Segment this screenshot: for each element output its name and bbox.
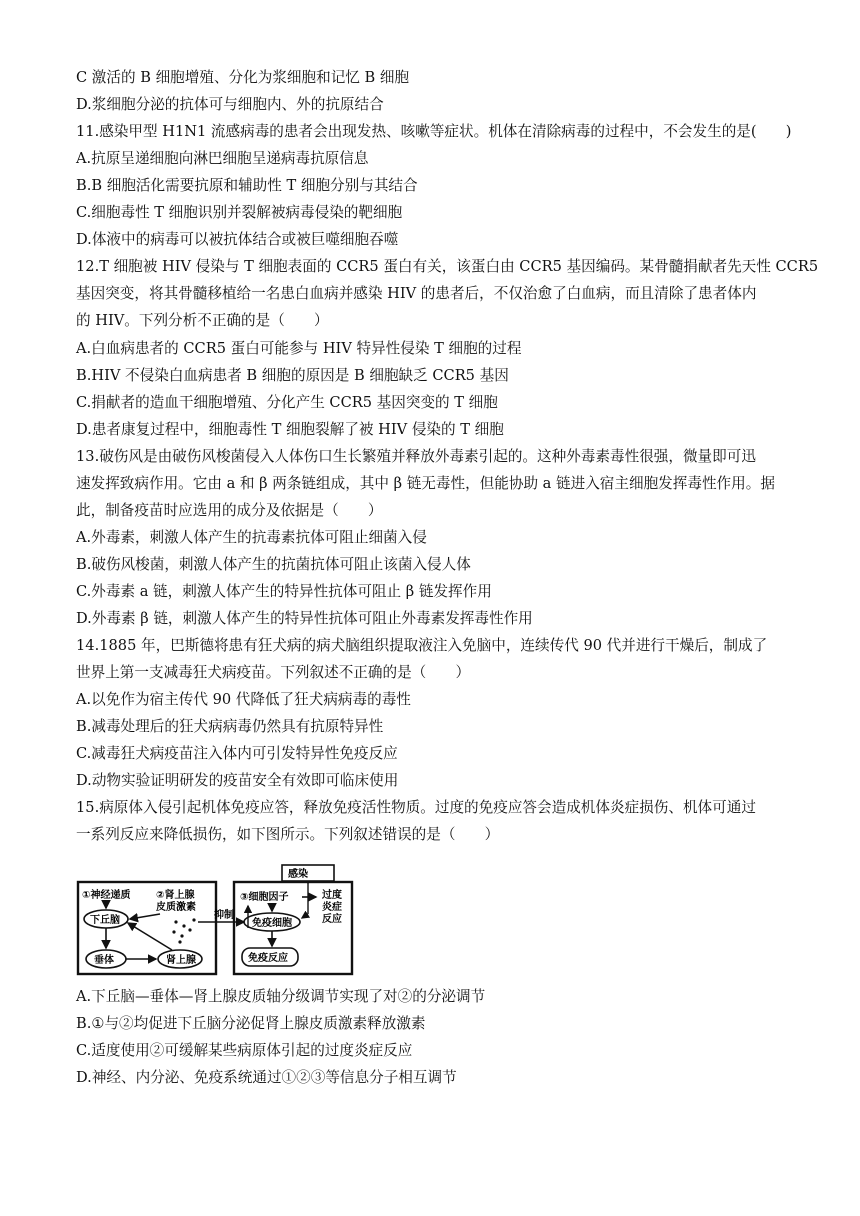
cortisol-label-2: 皮质激素 bbox=[156, 902, 196, 913]
neurotransmitter-label: ①神经递质 bbox=[82, 890, 131, 901]
adrenal-label: 肾上腺 bbox=[166, 955, 196, 966]
option-13a: A.外毒素，刺激人体产生的抗毒素抗体可阻止细菌入侵 bbox=[76, 529, 427, 546]
question-13-stem-3: 此，制备疫苗时应选用的成分及依据是（ ） bbox=[76, 502, 383, 519]
question-11-stem: 11.感染甲型 H1N1 流感病毒的患者会出现发热、咳嗽等症状。机体在清除病毒的过程中，不会发生的是( ) bbox=[76, 123, 792, 140]
option-10d: D.浆细胞分泌的抗体可与细胞内、外的抗原结合 bbox=[76, 96, 384, 113]
question-13-stem-2: 速发挥致病作用。它由 a 和 β 两条链组成，其中 β 链无毒性，但能协助 a 链进入宿主细胞发挥毒性作用。据 bbox=[76, 475, 775, 492]
inflammation-label-2: 炎症 bbox=[322, 902, 342, 913]
option-10c: C 激活的 B 细胞增殖、分化为浆细胞和记忆 B 细胞 bbox=[76, 69, 410, 86]
option-15d: D.神经、内分泌、免疫系统通过①②③等信息分子相互调节 bbox=[76, 1069, 457, 1086]
option-13c: C.外毒素 a 链，刺激人体产生的特异性抗体可阻止 β 链发挥作用 bbox=[76, 583, 492, 600]
immune-response-label: 免疫反应 bbox=[248, 953, 288, 964]
option-11d: D.体液中的病毒可以被抗体结合或被巨噬细胞吞噬 bbox=[76, 231, 399, 248]
option-14c: C.减毒狂犬病疫苗注入体内可引发特异性免疫反应 bbox=[76, 745, 398, 762]
immune-cell-label: 免疫细胞 bbox=[252, 918, 292, 929]
question-12-stem-3: 的 HIV。下列分析不正确的是（ ） bbox=[76, 312, 329, 329]
option-14b: B.减毒处理后的狂犬病病毒仍然具有抗原特异性 bbox=[76, 718, 384, 735]
option-15c: C.适度使用②可缓解某些病原体引起的过度炎症反应 bbox=[76, 1042, 413, 1059]
option-12b: B.HIV 不侵染白血病患者 B 细胞的原因是 B 细胞缺乏 CCR5 基因 bbox=[76, 367, 509, 384]
question-15-stem-1: 15.病原体入侵引起机体免疫应答，释放免疫活性物质。过度的免疫应答会造成机体炎症损伤、机体可通过 bbox=[76, 799, 756, 816]
option-14a: A.以免作为宿主传代 90 代降低了狂犬病病毒的毒性 bbox=[76, 691, 411, 708]
hormone-dots bbox=[172, 918, 195, 943]
option-12d: D.患者康复过程中，细胞毒性 T 细胞裂解了被 HIV 侵染的 T 细胞 bbox=[76, 421, 504, 438]
hypothalamus-label: 下丘脑 bbox=[90, 915, 120, 926]
question-12-stem-1: 12.T 细胞被 HIV 侵染与 T 细胞表面的 CCR5 蛋白有关，该蛋白由 CCR5 基因编码。某骨髓捐献者先天性 CCR5 bbox=[76, 258, 819, 275]
pituitary-label: 垂体 bbox=[94, 955, 114, 966]
question-14-stem-1: 14.1885 年，巴斯德将患有狂犬病的病犬脑组织提取液注入免脑中，连续传代 90 代并进行干燥后，制成了 bbox=[76, 637, 768, 654]
option-13d: D.外毒素 β 链，刺激人体产生的特异性抗体可阻止外毒素发挥毒性作用 bbox=[76, 610, 533, 627]
option-13b: B.破伤风梭菌，刺激人体产生的抗菌抗体可阻止该菌入侵人体 bbox=[76, 556, 471, 573]
option-15b: B.①与②均促进下丘脑分泌促肾上腺皮质激素释放激素 bbox=[76, 1015, 426, 1032]
option-11a: A.抗原呈递细胞向淋巴细胞呈递病毒抗原信息 bbox=[76, 150, 369, 167]
inflammation-label-3: 反应 bbox=[322, 914, 342, 925]
inhibit-label: 抑制 bbox=[214, 910, 234, 921]
question-15-stem-2: 一系列反应来降低损伤，如下图所示。下列叙述错误的是（ ） bbox=[76, 826, 500, 843]
option-11b: B.B 细胞活化需要抗原和辅助性 T 细胞分别与其结合 bbox=[76, 177, 418, 194]
cytokine-label: ③细胞因子 bbox=[240, 892, 289, 903]
question-13-stem-1: 13.破伤风是由破伤风梭菌侵入人体伤口生长繁殖并释放外毒素引起的。这种外毒素毒性很强，微量即可迅 bbox=[76, 448, 756, 465]
inflammation-label-1: 过度 bbox=[322, 890, 342, 901]
option-12a: A.白血病患者的 CCR5 蛋白可能参与 HIV 特异性侵染 T 细胞的过程 bbox=[76, 340, 522, 357]
infection-label: 感染 bbox=[288, 869, 308, 880]
option-12c: C.捐献者的造血干细胞增殖、分化产生 CCR5 基因突变的 T 细胞 bbox=[76, 394, 498, 411]
regulation-diagram bbox=[76, 862, 354, 976]
question-12-stem-2: 基因突变，将其骨髓移植给一名患白血病并感染 HIV 的患者后，不仅治愈了白血病，而且清除了患者体内 bbox=[76, 285, 757, 302]
option-11c: C.细胞毒性 T 细胞识别并裂解被病毒侵染的靶细胞 bbox=[76, 204, 403, 221]
option-15a: A.下丘脑—垂体—肾上腺皮质轴分级调节实现了对②的分泌调节 bbox=[76, 988, 486, 1005]
question-14-stem-2: 世界上第一支减毒狂犬病疫苗。下列叙述不正确的是（ ） bbox=[76, 664, 471, 681]
cortisol-label-1: ②肾上腺 bbox=[156, 890, 195, 901]
option-14d: D.动物实验证明研发的疫苗安全有效即可临床使用 bbox=[76, 772, 399, 789]
